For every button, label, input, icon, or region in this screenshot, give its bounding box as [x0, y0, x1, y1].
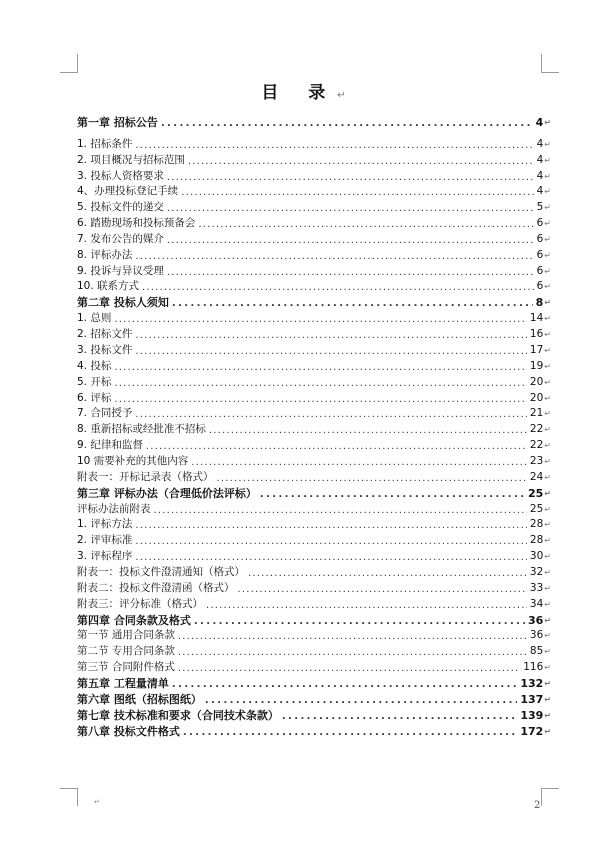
paragraph-mark-icon: ↵ [544, 393, 551, 403]
toc-entry[interactable] [77, 564, 551, 580]
toc-dot-leader [135, 140, 533, 152]
toc-entry[interactable] [77, 199, 551, 215]
toc-entry-page-number: 20 [529, 391, 544, 404]
toc-dot-leader [172, 679, 517, 691]
toc-entry-label: 6. 评标 [77, 391, 112, 404]
toc-chapter-entry[interactable] [77, 612, 551, 628]
toc-entry-page-number: 16 [529, 328, 544, 341]
toc-entry-page-number: 139 [520, 709, 544, 723]
toc-entry-label: 3. 投标人资格要求 [77, 169, 164, 182]
paragraph-mark-icon: ↵ [544, 203, 551, 213]
toc-entry[interactable] [77, 643, 551, 659]
toc-entry-page-number: 6 [536, 248, 544, 261]
toc-entry-page-number: 4 [535, 116, 544, 129]
toc-entry-label: 第一章 招标公告 [77, 116, 158, 129]
paragraph-mark-icon: ↵ [544, 647, 551, 657]
toc-entry-page-number: 14 [529, 312, 544, 325]
toc-entry[interactable] [77, 263, 551, 279]
toc-entry-page-number: 19 [529, 359, 544, 372]
toc-entry-page-number: 6 [536, 217, 544, 230]
toc-entry-page-number: 132 [520, 677, 544, 691]
toc-dot-leader [198, 219, 533, 231]
paragraph-mark-icon: ↵ [544, 456, 551, 466]
toc-entry-label: 第五章 工程量清单 [77, 677, 169, 691]
toc-entry[interactable] [77, 659, 551, 675]
toc-dot-leader [114, 362, 527, 374]
toc-entry-label: 3. 评标程序 [77, 550, 133, 563]
toc-entry-label: 附表一：投标文件澄清通知（格式） [77, 565, 245, 578]
toc-entry[interactable] [77, 421, 551, 437]
toc-dot-leader [161, 118, 533, 130]
toc-dot-leader [142, 282, 534, 294]
toc-entry-page-number: 85 [529, 645, 544, 658]
toc-entry-page-number: 116 [523, 661, 544, 674]
toc-entry[interactable] [77, 168, 551, 184]
toc-entry-page-number: 33 [529, 581, 544, 594]
toc-chapter-entry[interactable] [77, 112, 551, 130]
toc-entry[interactable] [77, 532, 551, 548]
toc-chapter-entry[interactable] [77, 294, 551, 310]
toc-dot-leader [183, 727, 517, 739]
toc-dot-leader [178, 631, 527, 643]
toc-entry[interactable] [77, 279, 551, 295]
toc-dot-leader [206, 600, 527, 612]
toc-entry-label: 第三节 合同附件格式 [77, 661, 175, 674]
toc-dot-leader [238, 584, 527, 596]
crop-mark-bottom-left-h [60, 788, 78, 789]
paragraph-mark-icon: ↵ [544, 330, 551, 340]
toc-entry-page-number: 30 [529, 550, 544, 563]
toc-entry[interactable] [77, 310, 551, 326]
paragraph-mark-icon: ↵ [544, 139, 551, 149]
toc-entry[interactable] [77, 596, 551, 612]
paragraph-mark-icon: ↵ [544, 425, 551, 435]
toc-entry-page-number: 8 [535, 296, 544, 310]
paragraph-mark-icon: ↵ [544, 583, 551, 593]
toc-entry-page-number: 6 [536, 232, 544, 245]
toc-dot-leader [114, 394, 527, 406]
toc-entry-label: 附表二：投标文件澄清函（格式） [77, 581, 235, 594]
paragraph-mark-icon: ↵ [544, 695, 551, 705]
toc-dot-leader [217, 473, 527, 485]
toc-entry-label: 第一节 通用合同条款 [77, 629, 175, 642]
toc-entry-page-number: 137 [520, 693, 544, 707]
toc-dot-leader [191, 457, 527, 469]
toc-dot-leader [178, 663, 520, 675]
toc-entry-label: 第四章 合同条款及格式 [77, 613, 191, 627]
toc-entry[interactable] [77, 469, 551, 485]
toc-entry-page-number: 4 [536, 153, 544, 166]
crop-mark-top-right-v [541, 54, 542, 72]
toc-entry-label: 7. 合同授予 [77, 407, 133, 420]
toc-entry-label: 评标办法前附表 [77, 502, 151, 515]
toc-dot-leader [209, 425, 527, 437]
toc-entry-page-number: 22 [529, 439, 544, 452]
toc-entry-page-number: 21 [529, 407, 544, 420]
toc-entry-page-number: 4 [536, 185, 544, 198]
toc-dot-leader [135, 330, 527, 342]
toc-dot-leader [135, 409, 527, 421]
toc-dot-leader [167, 235, 534, 247]
toc-entry-page-number: 4 [536, 169, 544, 182]
paragraph-mark-icon: ↵ [544, 266, 551, 276]
toc-entry-page-number: 25 [527, 486, 544, 500]
toc-dot-leader [178, 647, 527, 659]
toc-entry-page-number: 36 [527, 613, 544, 627]
toc-entry-label: 8. 评标办法 [77, 248, 133, 261]
toc-dot-leader [172, 298, 533, 310]
toc-entry[interactable] [77, 247, 551, 263]
toc-dot-leader [167, 172, 534, 184]
toc-dot-leader [114, 314, 527, 326]
paragraph-mark-icon: ↵ [544, 171, 551, 181]
toc-entry[interactable] [77, 342, 551, 358]
paragraph-mark-icon: ↵ [544, 552, 551, 562]
toc-entry[interactable] [77, 358, 551, 374]
toc-entry-label: 1. 招标条件 [77, 137, 133, 150]
toc-entry-label: 7. 发布公告的媒介 [77, 232, 164, 245]
paragraph-mark-icon: ↵ [544, 409, 551, 419]
toc-entry-label: 附表一：开标记录表（格式） [77, 470, 214, 483]
toc-entry[interactable] [77, 453, 551, 469]
toc-chapter-entry[interactable] [77, 723, 551, 739]
crop-mark-bottom-right-h [541, 788, 559, 789]
paragraph-mark-icon: ↵ [544, 520, 551, 530]
toc-entry-label: 第七章 技术标准和要求（合同技术条款） [77, 709, 279, 723]
toc-entry[interactable] [77, 517, 551, 533]
toc-entry-label: 6. 踏勘现场和投标预备会 [77, 217, 196, 230]
toc-entry-page-number: 22 [529, 423, 544, 436]
toc-entry-label: 8. 重新招标或经批准不招标 [77, 423, 206, 436]
toc-entry-label: 1. 评标方法 [77, 518, 133, 531]
toc-entry-label: 9. 投诉与异议受理 [77, 264, 164, 277]
paragraph-mark-icon: ↵ [544, 727, 551, 737]
toc-dot-leader [135, 536, 527, 548]
paragraph-mark-icon: ↵ [544, 118, 551, 127]
toc-dot-leader [205, 695, 517, 707]
toc-entry[interactable] [77, 374, 551, 390]
paragraph-mark-icon: ↵ [544, 679, 551, 689]
paragraph-mark-icon: ↵ [544, 615, 551, 625]
toc-entry-page-number: 23 [529, 454, 544, 467]
toc-entry[interactable] [77, 184, 551, 200]
toc-entry[interactable] [77, 326, 551, 342]
toc-entry-page-number: 5 [536, 201, 544, 214]
crop-mark-top-left-h [60, 72, 78, 73]
paragraph-mark-icon: ↵ [544, 599, 551, 609]
toc-entry[interactable] [77, 437, 551, 453]
paragraph-mark-icon: ↵ [544, 472, 551, 482]
toc-entry-page-number: 28 [529, 518, 544, 531]
page-number: 2 [534, 800, 541, 811]
toc-entry-label: 2. 评审标准 [77, 534, 133, 547]
paragraph-mark-icon: ↵ [544, 361, 551, 371]
toc-entry-page-number: 20 [529, 375, 544, 388]
paragraph-mark-icon: ↵ [544, 155, 551, 165]
toc-entry[interactable] [77, 390, 551, 406]
toc-title-text: 目 录 [261, 83, 338, 103]
toc-chapter-entry[interactable] [77, 675, 551, 691]
toc-entry[interactable] [77, 231, 551, 247]
paragraph-mark-icon: ↵ [544, 488, 551, 498]
toc-entry-label: 2. 项目概况与招标范围 [77, 153, 185, 166]
toc-dot-leader [248, 568, 527, 580]
toc-entry-label: 第八章 投标文件格式 [77, 725, 180, 739]
crop-mark-top-left-v [77, 54, 78, 72]
paragraph-mark-icon: ↵ [544, 234, 551, 244]
toc-entry-page-number: 25 [529, 502, 544, 515]
paragraph-mark-icon: ↵ [544, 250, 551, 260]
paragraph-mark-icon: ↵ [544, 711, 551, 721]
toc-entry-label: 第六章 图纸（招标图纸） [77, 693, 202, 707]
toc-chapter-entry[interactable] [77, 707, 551, 723]
toc-entry-label: 第二章 投标人须知 [77, 296, 169, 310]
paragraph-mark-icon: ↵ [544, 345, 551, 355]
toc-dot-leader [146, 441, 527, 453]
toc-entry-label: 10 需要补充的其他内容 [77, 454, 189, 467]
toc-dot-leader [135, 552, 527, 564]
toc-entry-page-number: 36 [529, 629, 544, 642]
toc-entry-label: 10. 联系方式 [77, 280, 140, 293]
paragraph-mark-icon: ↵ [544, 219, 551, 229]
crop-mark-top-right-h [541, 72, 559, 73]
toc-entry-page-number: 17 [529, 343, 544, 356]
toc-dot-leader [114, 378, 527, 390]
toc-entry-page-number: 32 [529, 565, 544, 578]
paragraph-mark-icon: ↵ [544, 282, 551, 292]
table-of-contents [77, 112, 551, 739]
toc-entry-label: 4、办理投标登记手续 [77, 185, 179, 198]
paragraph-mark-icon: ↵ [337, 90, 346, 101]
toc-dot-leader [135, 346, 527, 358]
toc-dot-leader [282, 711, 517, 723]
toc-entry-label: 5. 开标 [77, 375, 112, 388]
toc-entry-page-number: 34 [529, 597, 544, 610]
toc-entry[interactable] [77, 152, 551, 168]
toc-entry-label: 1. 总则 [77, 312, 112, 325]
toc-dot-leader [135, 251, 533, 263]
toc-dot-leader [188, 156, 534, 168]
toc-entry-page-number: 172 [520, 725, 544, 739]
toc-entry[interactable] [77, 406, 551, 422]
paragraph-mark-icon: ↵ [94, 798, 100, 806]
toc-entry-label: 2. 招标文件 [77, 328, 133, 341]
toc-entry-label: 3. 投标文件 [77, 343, 133, 356]
toc-dot-leader [167, 203, 534, 215]
toc-dot-leader [194, 616, 525, 628]
toc-entry-label: 第二节 专用合同条款 [77, 645, 175, 658]
toc-entry-page-number: 6 [536, 264, 544, 277]
paragraph-mark-icon: ↵ [544, 567, 551, 577]
paragraph-mark-icon: ↵ [544, 441, 551, 451]
paragraph-mark-icon: ↵ [544, 536, 551, 546]
toc-dot-leader [167, 267, 534, 279]
crop-mark-bottom-right-v [541, 788, 542, 806]
toc-dot-leader [181, 187, 533, 199]
toc-entry-label: 4. 投标 [77, 359, 112, 372]
toc-chapter-entry[interactable] [77, 691, 551, 707]
toc-entry-label: 5. 投标文件的递交 [77, 201, 164, 214]
toc-entry[interactable] [77, 215, 551, 231]
toc-title [0, 78, 607, 103]
toc-entry-page-number: 4 [536, 137, 544, 150]
toc-dot-leader [154, 505, 527, 517]
toc-dot-leader [135, 520, 527, 532]
toc-entry-label: 第三章 评标办法（合理低价法评标） [77, 486, 257, 500]
toc-entry-page-number: 6 [536, 280, 544, 293]
paragraph-mark-icon: ↵ [544, 663, 551, 673]
toc-entry[interactable] [77, 548, 551, 564]
toc-dot-leader [260, 489, 525, 501]
toc-entry[interactable] [77, 628, 551, 644]
toc-entry[interactable] [77, 136, 551, 152]
paragraph-mark-icon: ↵ [544, 298, 551, 308]
toc-entry[interactable] [77, 501, 551, 517]
crop-mark-bottom-left-v [77, 788, 78, 806]
paragraph-mark-icon: ↵ [544, 377, 551, 387]
toc-entry-page-number: 28 [529, 534, 544, 547]
paragraph-mark-icon: ↵ [544, 187, 551, 197]
toc-entry-label: 9. 纪律和监督 [77, 439, 143, 452]
toc-entry-label: 附表三：评分标准（格式） [77, 597, 203, 610]
paragraph-mark-icon: ↵ [544, 504, 551, 514]
paragraph-mark-icon: ↵ [544, 631, 551, 641]
toc-chapter-entry[interactable] [77, 485, 551, 501]
toc-entry-page-number: 24 [529, 470, 544, 483]
paragraph-mark-icon: ↵ [544, 314, 551, 324]
toc-entry[interactable] [77, 580, 551, 596]
